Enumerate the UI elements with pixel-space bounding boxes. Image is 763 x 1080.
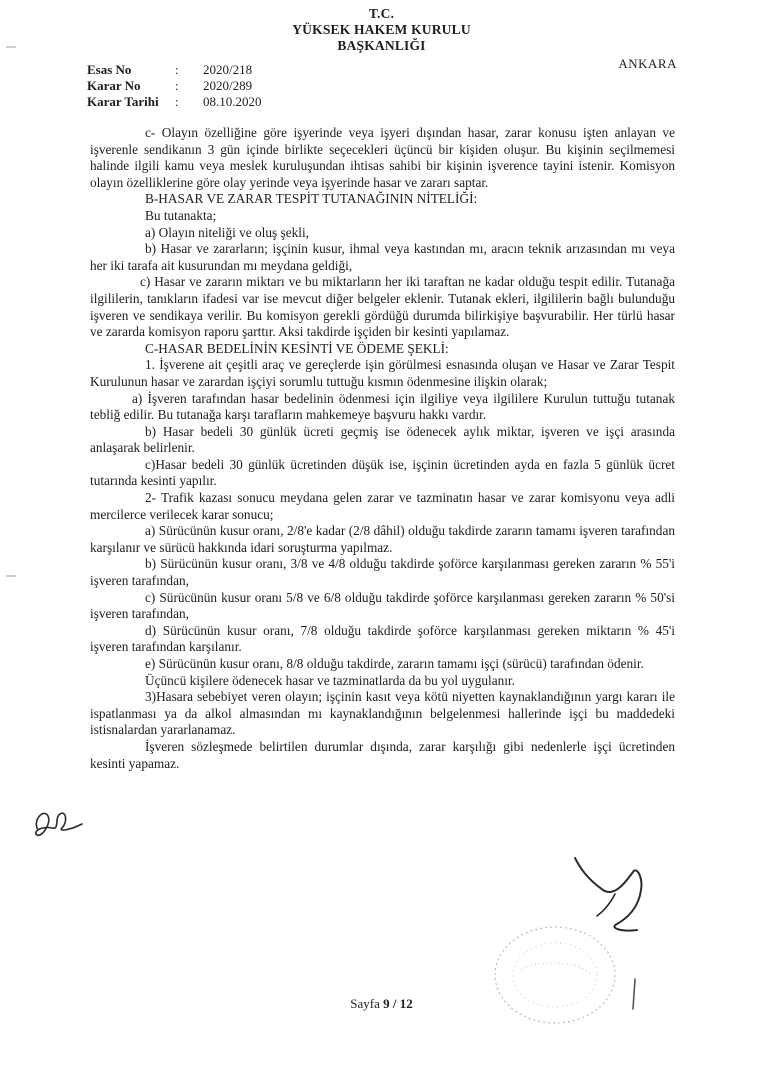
meta-row-tarih	[87, 94, 262, 110]
paragraph-2c: c) Sürücünün kusur oranı 5/8 ve 6/8 olduğu takdirde şoförce karşılanması gereken zararın % 50'si işveren tarafından,	[90, 589, 675, 622]
city-label: ANKARA	[618, 56, 677, 71]
paragraph-item-a: a) Olayın niteliği ve oluş şekli,	[145, 224, 309, 240]
page-footer	[0, 996, 763, 1012]
paragraph-1a: a) İşveren tarafından hasar bedelinin ödenmesi için ilgiliye veya ilgililere Kurulun tuttuğu tutanak tebliğ edilir. Bu tutanağa karşı tarafların mahkemeye başvuru hakkı vardır.	[90, 390, 675, 423]
paragraph-c-committee: c- Olayın özelliğine göre işyerinde veya işyeri dışından hasar, zarar konusu işten anlayan ve işverenle sendikanın 3 gün içinde birlikte seçecekleri üçüncü bir kişiden oluşur. Bu kişinin seçilmemesi halinde ilgili kamu veya meslek kuruluşundan ihtisas sahibi bir kişinin işverence tayini istenir. Komisyon olayın özelliklerine göre olay yerinde veya işyerinde hasar ve zararı saptar.	[90, 125, 675, 190]
paragraph-1c: c)Hasar bedeli 30 günlük ücretinden düşük ise, işçinin ücretinden ayda en fazla 5 günlük ücret tutarında kesinti yapılır.	[90, 456, 675, 489]
page-number: 9 / 12	[383, 996, 413, 1011]
header-line-tc: T.C.	[368, 6, 395, 21]
case-metadata	[87, 62, 262, 110]
faded-stamp	[480, 915, 630, 1035]
meta-sep: :	[175, 94, 179, 109]
paragraph-1b: b) Hasar bedeli 30 günlük ücreti geçmiş ise ödenecek aylık miktar, işveren ve işçi arasında anlaşarak belirlenir.	[90, 423, 675, 456]
scan-mark	[6, 575, 16, 577]
section-heading-c: C-HASAR BEDELİNİN KESİNTİ VE ÖDEME ŞEKLİ:	[145, 340, 449, 356]
meta-key: Karar Tarihi	[87, 94, 159, 109]
paragraph-item-b: b) Hasar ve zararların; işçinin kusur, ihmal veya kastından mı, aracın teknik arızasından mı veya her iki tarafa ait kusurundan mı meydana geldiği,	[90, 241, 675, 273]
header-line-institution: YÜKSEK HAKEM KURULU	[292, 22, 471, 37]
meta-value: 08.10.2020	[203, 94, 262, 109]
paragraph-2b: b) Sürücünün kusur oranı, 3/8 ve 4/8 olduğu takdirde şoförce karşılanması gereken zararın % 55'i işveren tarafından,	[90, 556, 675, 589]
meta-sep: :	[175, 78, 179, 93]
document-header	[0, 6, 763, 54]
paragraph-2d: d) Sürücünün kusur oranı, 7/8 olduğu takdirde şoförce karşılanması gereken miktarın % 45'i işveren tarafından karşılanır.	[90, 622, 675, 655]
meta-row-esas	[87, 62, 262, 78]
meta-value: 2020/289	[203, 78, 253, 93]
paragraph-employer: İşveren sözleşmede belirtilen durumlar dışında, zarar karşılığı gibi nedenlerle işçi ücretinden kesinti yapamaz.	[90, 738, 675, 771]
meta-key: Esas No	[87, 62, 132, 77]
meta-row-karar	[87, 78, 262, 94]
paragraph-third-parties: Üçüncü kişilere ödenecek hasar ve tazminatlarda da bu yol uygulanır.	[145, 672, 515, 688]
paragraph-2e: e) Sürücünün kusur oranı, 8/8 olduğu takdirde, zararın tamamı işçi (sürücü) tarafından ödenir.	[145, 656, 644, 671]
page-label: Sayfa	[350, 996, 384, 1011]
paragraph-item-c: c) Hasar ve zararın miktarı ve bu miktarların her iki taraftan ne kadar olduğu tespit edilir. Tutanağa ilgililerin, tanıkların ifadesi var ise mevcut diğer belgeler eklenir. Tutanak ekleri, ilgililerin bağlı bulunduğu işveren ve sendikaya verilir. Bu komisyon gerekli gördüğü durumda bilirkişiye başvurabilir. Her türlü hasar ve zararda komisyon raporu şarttır. Aksi takdirde işçiden bir kesinti yapılamaz.	[90, 274, 675, 340]
meta-key: Karar No	[87, 78, 141, 93]
paragraph-2a: a) Sürücünün kusur oranı, 2/8'e kadar (2/8 dâhil) olduğu takdirde zararın tamamı işveren tarafından karşılanır ve sürücü hakkında idari soruşturma yapılmaz.	[90, 523, 675, 555]
paragraph-3: 3)Hasara sebebiyet veren olayın; işçinin kasıt veya kötü niyetten kaynaklandığının yargı kararı ile ispatlanması ya da alkol almasından mı kaynaklandığının belgelenmesi hallerinde işçi bu maddedeki istisnalardan yararlanamaz.	[90, 689, 675, 738]
paragraph-intro: Bu tutanakta;	[145, 207, 217, 223]
meta-sep: :	[175, 62, 179, 77]
paragraph-2: 2- Trafik kazası sonucu meydana gelen zarar ve tazminatın hasar ve zarar komisyonu veya adli mercilerce verilecek karar sonucu;	[90, 490, 675, 522]
meta-value: 2020/218	[203, 62, 253, 77]
document-body	[90, 125, 675, 772]
initials-signature	[30, 800, 90, 850]
header-line-presidency: BAŞKANLIĞI	[337, 38, 426, 53]
section-heading-b: B-HASAR VE ZARAR TESPİT TUTANAĞININ NİTELİĞİ:	[145, 191, 478, 207]
paragraph-1: 1. İşverene ait çeşitli araç ve gereçlerde işin görülmesi esnasında oluşan ve Hasar ve Zarar Tespit Kurulunun hasar ve zarardan işçiyi sorumlu tuttuğu kısmın ödenmesine ilişkin olarak;	[90, 357, 675, 389]
